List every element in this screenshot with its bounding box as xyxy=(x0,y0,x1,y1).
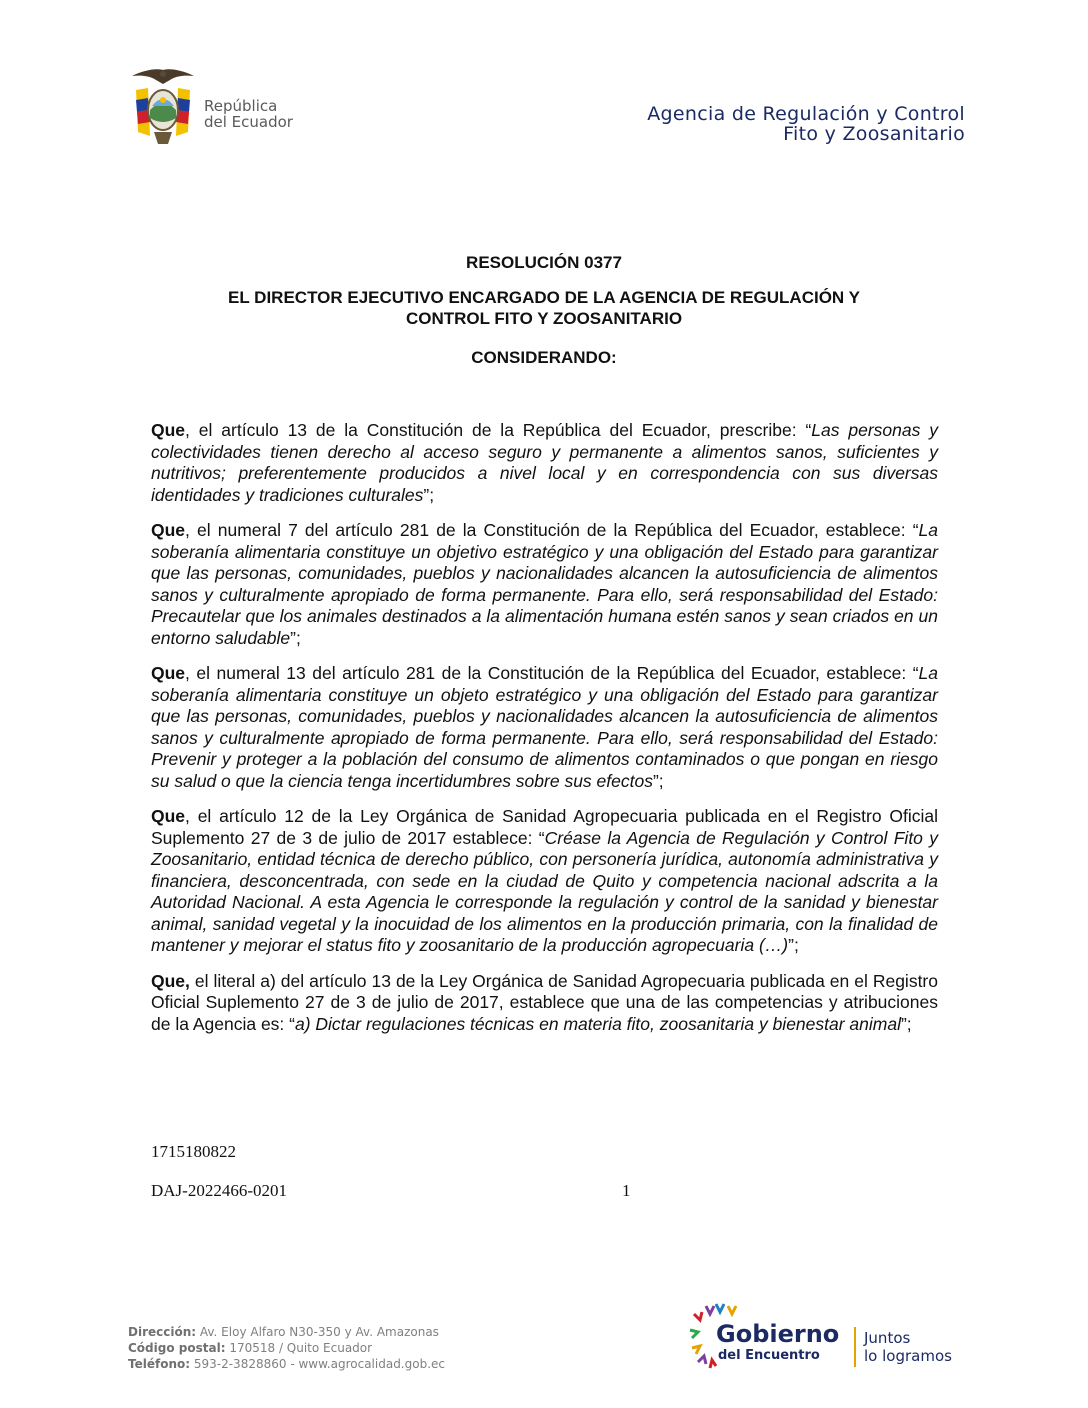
government-logo xyxy=(688,1302,968,1372)
republic-line2: del Ecuador xyxy=(204,113,293,131)
logo-divider xyxy=(854,1327,856,1367)
slogan-line1: Juntos xyxy=(864,1329,911,1347)
id-code: 1715180822 xyxy=(151,1142,236,1161)
address-line: Dirección: Av. Eloy Alfaro N30-350 y Av. Amazonas xyxy=(128,1325,439,1339)
consideration-paragraph: Que, el literal a) del artículo 13 de la Ley Orgánica de Sanidad Agropecuaria publicada en el Registro Oficial Suplemento 27 de 3 de julio de 2017, establece que una de las competencias y atribuciones de la Agencia es: “a) Dictar regulaciones técnicas en materia fito, zoosanitaria y bienestar animal”; xyxy=(151,970,938,1034)
consideration-paragraph: Que, el numeral 13 del artículo 281 de la Constitución de la República del Ecuador, establece: “La soberanía alimentaria constituye un objeto estratégico y una obligación del Estado para garantizar que las personas, comunidades, pueblos y nacionalidades alcancen la autosuficiencia de alimentos sanos y culturalmente apropiado de forma permanente. Para ello, será responsabilidad del Estado: Prevenir y proteger a la población del consumo de alimentos contaminados o que pongan en riesgo su salud o que la ciencia tenga incertidumbres sobre sus efectos”; xyxy=(151,663,938,791)
footer-address xyxy=(128,1324,445,1372)
phone-line: Teléfono: 593-2-3828860 - www.agrocalidad.gob.ec xyxy=(128,1357,445,1371)
government-slogan xyxy=(864,1329,952,1365)
consideration-paragraph: Que, el artículo 13 de la Constitución de la República del Ecuador, prescribe: “Las personas y colectividades tienen derecho al acceso seguro y permanente a alimentos sanos, suficientes y nutritivos; preferentemente producidos a nivel local y en correspondencia con sus diversas identidades y tradiciones culturales”; xyxy=(151,420,939,505)
agency-name xyxy=(647,104,965,144)
agency-name-line1: Agencia de Regulación y Control xyxy=(647,103,965,125)
slogan-line2: lo logramos xyxy=(864,1347,952,1365)
resolution-title: RESOLUCIÓN 0377 xyxy=(466,253,622,272)
consideration-paragraph: Que, el numeral 7 del artículo 281 de la Constitución de la República del Ecuador, establece: “La soberanía alimentaria constituye un objetivo estratégico y una obligación del Estado para garantizar que las personas, comunidades, pueblos y nacionalidades alcancen la autosuficiencia de alimentos sanos y culturalmente apropiado de forma permanente. Para ello, será responsabilidad del Estado: Precautelar que los animales destinados a la alimentación humana estén sanos y sean criados en un entorno saludable”; xyxy=(151,520,938,648)
subtitle-line2: CONTROL FITO Y ZOOSANITARIO xyxy=(405,309,683,328)
government-subname: del Encuentro xyxy=(718,1348,820,1363)
subtitle-line1: EL DIRECTOR EJECUTIVO ENCARGADO DE LA AGENCIA DE REGULACIÓN Y xyxy=(228,288,860,307)
considering-heading: CONSIDERANDO: xyxy=(471,348,617,367)
consideration-paragraph: Que, el artículo 12 de la Ley Orgánica de Sanidad Agropecuaria publicada en el Registro Oficial Suplemento 27 de 3 de julio de 2017 establece: “Créase la Agencia de Regulación y Control Fito y Zoosanitario, entidad técnica de derecho público, con personería jurídica, autonomía administrativa y financiera, desconcentrada, con sede en la ciudad de Quito y competencia nacional adscrita a la Autoridad Nacional. A esta Agencia le corresponde la regulación y control de la sanidad y bienestar animal, sanidad vegetal y la inocuidad de los alimentos en la producción primaria, con la finalidad de mantener y mejorar el status fito y zoosanitario de la producción agropecuaria (…)”; xyxy=(151,806,938,955)
page-number: 1 xyxy=(622,1181,631,1200)
coat-of-arms-icon xyxy=(126,66,200,150)
postal-line: Código postal: 170518 / Quito Ecuador xyxy=(128,1341,373,1355)
government-name: Gobierno xyxy=(716,1320,840,1348)
considerations-body xyxy=(151,420,938,1049)
republic-line1: República xyxy=(204,97,278,115)
document-code: DAJ-2022466-0201 xyxy=(151,1181,287,1200)
republic-logo xyxy=(126,66,326,150)
agency-name-line2: Fito y Zoosanitario xyxy=(783,123,965,145)
resolution-subtitle xyxy=(140,287,948,329)
